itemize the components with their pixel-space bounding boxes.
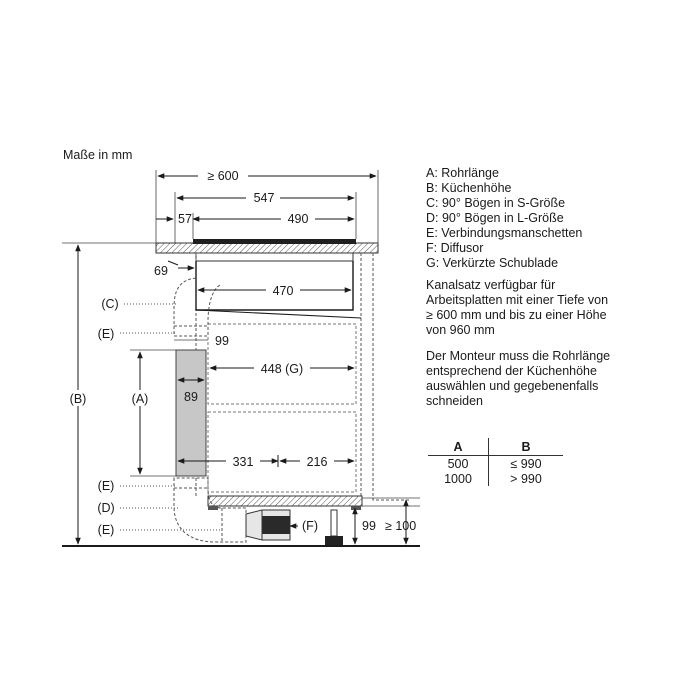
table-cell: > 990 — [510, 471, 542, 486]
label-C: (C) — [101, 297, 119, 311]
dim-216-text: 216 — [306, 455, 328, 469]
legend-item-G: G: Verkürzte Schublade — [426, 256, 559, 270]
note-duct-kit — [426, 278, 676, 338]
duct-bend-s — [174, 278, 220, 336]
note-line: schneiden — [426, 394, 483, 408]
dim-99a-text: 99 — [215, 334, 229, 348]
note-line: auswählen und gegebenenfalls — [426, 379, 599, 393]
label-E2: (E) — [97, 479, 115, 493]
legend-item-A: A: Rohrlänge — [426, 166, 499, 180]
legend-item-B: B: Küchenhöhe — [426, 181, 512, 195]
note-line: Der Monteur muss die Rohrlänge — [426, 349, 611, 363]
table-cell: 1000 — [428, 471, 489, 486]
label-E1: (E) — [97, 327, 115, 341]
dim-89-text: 89 — [184, 390, 198, 404]
extraction-unit-base — [196, 310, 361, 318]
dim-331-text: 331 — [232, 455, 254, 469]
leveling-foot-base — [325, 536, 343, 545]
diffusor-grille — [262, 516, 290, 534]
table-row — [428, 456, 563, 472]
dim-547-text: 547 — [253, 191, 275, 205]
dim-448-text: 448 (G) — [260, 362, 304, 376]
legend — [426, 166, 582, 271]
label-D: (D) — [97, 501, 115, 515]
note-line: Arbeitsplatten mit einer Tiefe von — [426, 293, 609, 307]
dim-57-text: 57 — [178, 212, 192, 226]
cooktop — [193, 239, 356, 244]
note-installer — [426, 349, 676, 409]
legend-item-C: C: 90° Bögen in S-Größe — [426, 196, 566, 210]
note-line: entsprechend der Küchenhöhe — [426, 364, 597, 378]
dim-99b-text: 99 — [362, 519, 376, 533]
table-cell: ≤ 990 — [510, 456, 542, 471]
cooktop-body — [196, 253, 353, 261]
label-F: (F) — [302, 519, 318, 533]
legend-item-D: D: 90° Bögen in L-Größe — [426, 211, 564, 225]
length-table — [428, 438, 563, 486]
dim-100-text: ≥ 100 — [385, 519, 417, 533]
dim-69-text: 69 — [154, 264, 168, 278]
label-E3: (E) — [97, 523, 115, 537]
table-row — [428, 471, 563, 486]
plinth — [208, 496, 362, 506]
legend-item-E: E: Verbindungsmanschetten — [426, 226, 583, 240]
table-header-B: B — [489, 438, 564, 456]
dim-600-text: ≥ 600 — [207, 169, 239, 183]
dim-470-text: 470 — [272, 284, 294, 298]
foot-left — [208, 506, 218, 510]
note-line: Kanalsatz verfügbar für — [426, 278, 556, 292]
table-cell: 500 — [428, 456, 489, 472]
table-header-A: A — [428, 438, 489, 456]
label-A: (A) — [131, 392, 149, 406]
cabinet-side — [373, 253, 410, 500]
countertop — [156, 243, 378, 253]
dim-490-text: 490 — [287, 212, 309, 226]
duct-pipe — [176, 350, 206, 476]
leveling-foot — [331, 510, 337, 536]
foot-right — [351, 506, 361, 510]
unit-label: Maße in mm — [63, 148, 133, 162]
legend-item-F: F: Diffusor — [426, 241, 484, 255]
drawer-2 — [208, 412, 356, 492]
note-line: ≥ 600 mm und bis zu einer Höhe — [426, 308, 607, 322]
label-B: (B) — [69, 392, 87, 406]
note-line: von 960 mm — [426, 323, 495, 337]
